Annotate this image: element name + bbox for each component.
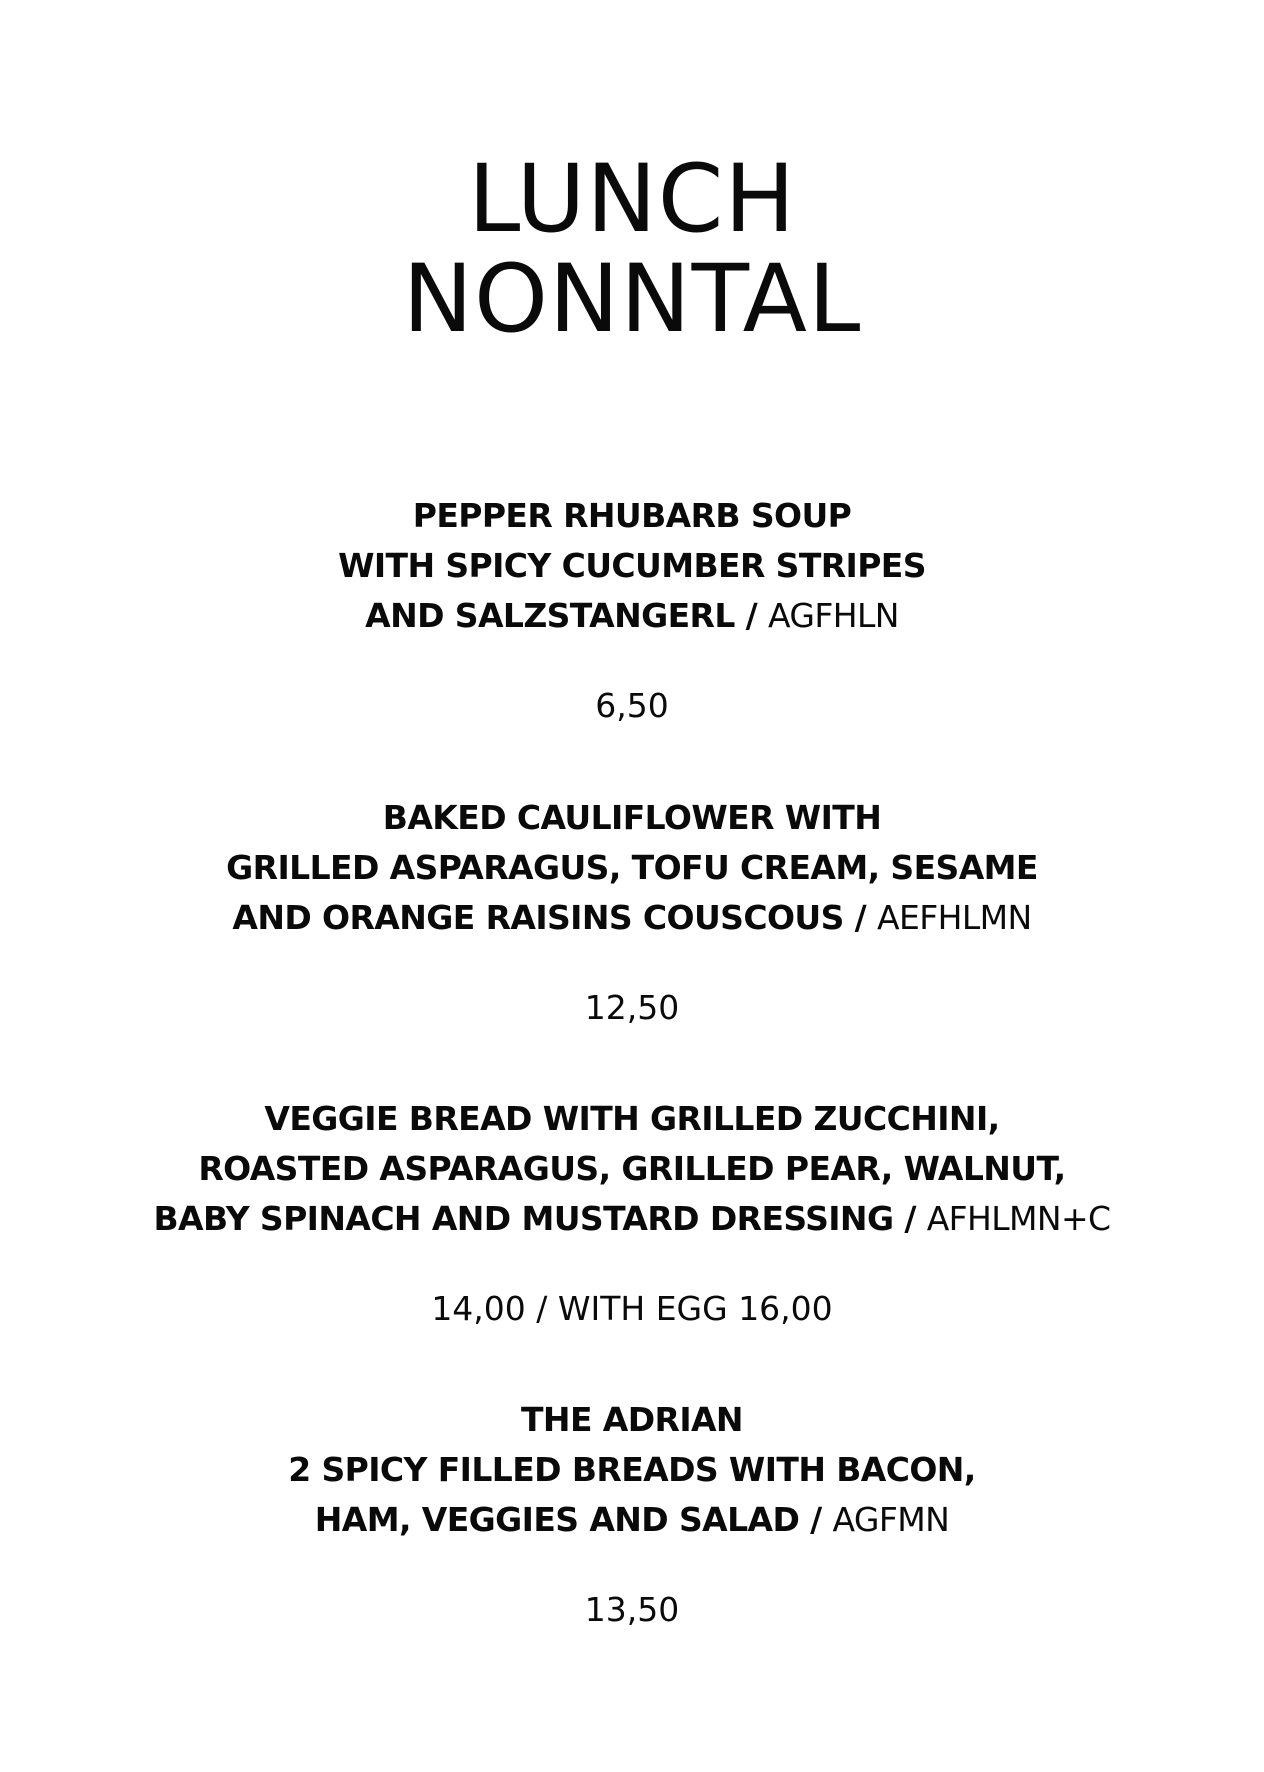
description-line: BAKED CAULIFLOWER WITH bbox=[382, 798, 882, 837]
menu-item-description bbox=[0, 1094, 1264, 1244]
description-line: ROASTED ASPARAGUS, GRILLED PEAR, WALNUT, bbox=[198, 1149, 1066, 1188]
description-line: GRILLED ASPARAGUS, TOFU CREAM, SESAME bbox=[226, 848, 1038, 887]
description-line bbox=[0, 1194, 1264, 1244]
allergen-codes: AFHLMN+C bbox=[926, 1199, 1111, 1238]
menu-item bbox=[0, 491, 1264, 731]
menu-title-line-2: NONNTAL bbox=[402, 245, 862, 354]
allergen-codes: AEFHLMN bbox=[877, 898, 1032, 937]
description-text: BABY SPINACH AND MUSTARD DRESSING / bbox=[153, 1199, 916, 1238]
menu-item-description bbox=[0, 491, 1264, 641]
menu-item-price: 12,50 bbox=[584, 988, 680, 1027]
description-line: THE ADRIAN bbox=[521, 1400, 743, 1439]
menu-item bbox=[0, 1395, 1264, 1635]
allergen-codes: AGFMN bbox=[832, 1500, 950, 1539]
menu-item-price: 13,50 bbox=[584, 1590, 680, 1629]
menu-item bbox=[0, 1094, 1264, 1334]
description-line: 2 SPICY FILLED BREADS WITH BACON, bbox=[288, 1450, 976, 1489]
description-line: WITH SPICY CUCUMBER STRIPES bbox=[338, 546, 926, 585]
description-text: AND ORANGE RAISINS COUSCOUS / bbox=[232, 898, 867, 937]
menu-item-price: 6,50 bbox=[595, 686, 669, 725]
description-line: VEGGIE BREAD WITH GRILLED ZUCCHINI, bbox=[264, 1099, 1000, 1138]
description-text: HAM, VEGGIES AND SALAD / bbox=[314, 1500, 822, 1539]
description-line bbox=[0, 1495, 1264, 1545]
menu-title-line-1: LUNCH bbox=[467, 145, 797, 254]
allergen-codes: AGFHLN bbox=[768, 596, 899, 635]
description-line: PEPPER RHUBARB SOUP bbox=[412, 496, 852, 535]
menu-item bbox=[0, 793, 1264, 1033]
description-line bbox=[0, 893, 1264, 943]
description-text: AND SALZSTANGERL / bbox=[365, 596, 758, 635]
menu-title bbox=[0, 145, 1264, 354]
menu-item-description bbox=[0, 1395, 1264, 1545]
menu-item-description bbox=[0, 793, 1264, 943]
menu-item-price: 14,00 / WITH EGG 16,00 bbox=[431, 1289, 833, 1328]
description-line bbox=[0, 591, 1264, 641]
